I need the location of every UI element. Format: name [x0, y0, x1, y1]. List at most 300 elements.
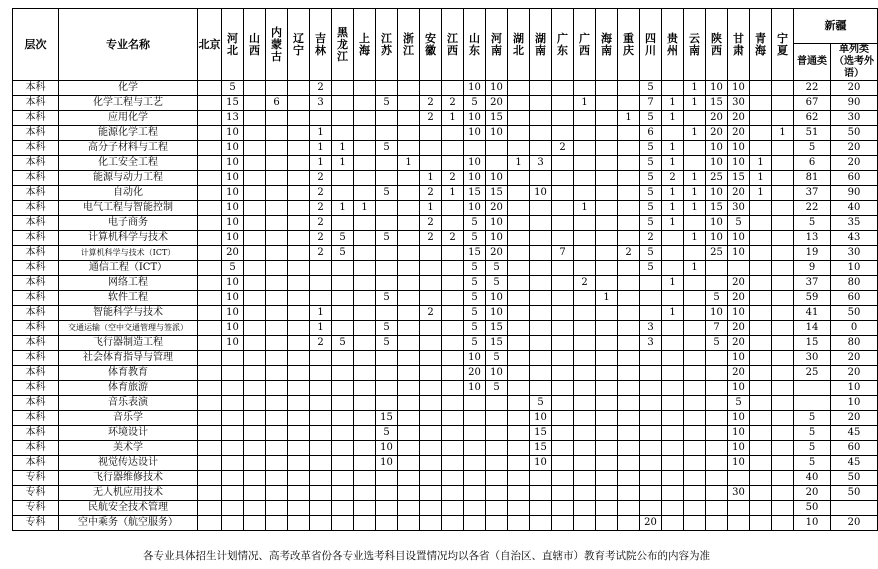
quota-cell [684, 111, 706, 126]
quota-cell [376, 486, 398, 501]
quota-cell: 10 [728, 141, 750, 156]
header-province: 广东 [552, 9, 574, 81]
quota-cell [398, 111, 420, 126]
quota-cell: 5 [464, 291, 486, 306]
quota-cell [266, 471, 288, 486]
level-cell: 本科 [13, 231, 59, 246]
quota-cell: 2 [662, 171, 684, 186]
header-province: 湖北 [508, 9, 530, 81]
quota-cell: 10 [222, 231, 244, 246]
quota-cell [640, 291, 662, 306]
quota-cell [596, 156, 618, 171]
quota-cell: 10 [728, 246, 750, 261]
quota-cell [376, 111, 398, 126]
quota-cell: 1 [684, 231, 706, 246]
quota-cell: 80 [831, 276, 878, 291]
quota-cell [464, 501, 486, 516]
quota-cell [398, 201, 420, 216]
quota-cell: 15 [706, 201, 728, 216]
quota-cell [728, 516, 750, 531]
level-cell: 本科 [13, 321, 59, 336]
quota-cell [332, 186, 354, 201]
quota-cell [376, 246, 398, 261]
quota-cell [376, 516, 398, 531]
quota-cell [198, 501, 222, 516]
quota-cell: 5 [728, 216, 750, 231]
quota-cell [464, 456, 486, 471]
quota-cell [198, 351, 222, 366]
quota-cell [574, 381, 596, 396]
quota-cell [574, 366, 596, 381]
quota-cell [640, 441, 662, 456]
quota-cell [530, 471, 552, 486]
quota-cell [442, 501, 464, 516]
quota-cell: 5 [640, 261, 662, 276]
quota-cell: 1 [442, 111, 464, 126]
quota-cell: 25 [794, 366, 831, 381]
quota-cell [398, 231, 420, 246]
quota-cell [574, 186, 596, 201]
quota-cell: 40 [794, 471, 831, 486]
quota-cell [266, 231, 288, 246]
header-province: 上海 [354, 9, 376, 81]
quota-cell [486, 516, 508, 531]
quota-cell [288, 351, 310, 366]
quota-cell [288, 321, 310, 336]
quota-cell [198, 456, 222, 471]
quota-cell: 10 [222, 306, 244, 321]
quota-cell: 2 [640, 231, 662, 246]
quota-cell [420, 246, 442, 261]
quota-cell: 5 [486, 351, 508, 366]
quota-cell: 1 [354, 201, 376, 216]
quota-cell [244, 501, 266, 516]
quota-cell: 51 [794, 126, 831, 141]
quota-cell [574, 246, 596, 261]
quota-cell: 6 [266, 96, 288, 111]
quota-cell [618, 231, 640, 246]
quota-cell: 5 [640, 246, 662, 261]
quota-cell [376, 81, 398, 96]
table-row [13, 336, 878, 351]
quota-cell [310, 471, 332, 486]
quota-cell [640, 381, 662, 396]
major-cell: 化学 [59, 81, 198, 96]
quota-cell [266, 336, 288, 351]
quota-cell [376, 126, 398, 141]
quota-cell: 2 [420, 306, 442, 321]
quota-cell [618, 441, 640, 456]
quota-cell [376, 351, 398, 366]
quota-cell [442, 291, 464, 306]
quota-cell: 5 [464, 216, 486, 231]
quota-cell [574, 456, 596, 471]
quota-cell [772, 486, 794, 501]
quota-cell: 30 [728, 201, 750, 216]
quota-cell [442, 246, 464, 261]
quota-cell: 13 [794, 231, 831, 246]
quota-cell [684, 501, 706, 516]
quota-cell: 5 [530, 396, 552, 411]
quota-cell [750, 81, 772, 96]
quota-cell [420, 501, 442, 516]
level-cell: 本科 [13, 456, 59, 471]
quota-cell: 5 [464, 306, 486, 321]
table-row [13, 456, 878, 471]
quota-cell: 2 [310, 171, 332, 186]
quota-cell [266, 516, 288, 531]
quota-cell: 20 [728, 366, 750, 381]
quota-cell: 1 [662, 96, 684, 111]
quota-cell [596, 336, 618, 351]
quota-cell [662, 516, 684, 531]
quota-cell: 1 [750, 156, 772, 171]
quota-cell: 6 [794, 156, 831, 171]
quota-cell: 1 [618, 111, 640, 126]
major-cell: 无人机应用技术 [59, 486, 198, 501]
quota-cell: 1 [662, 201, 684, 216]
quota-cell: 5 [376, 186, 398, 201]
quota-cell: 59 [794, 291, 831, 306]
quota-cell: 7 [552, 246, 574, 261]
quota-cell [772, 351, 794, 366]
quota-cell [684, 246, 706, 261]
quota-cell: 10 [831, 396, 878, 411]
quota-cell [750, 486, 772, 501]
quota-cell [354, 186, 376, 201]
quota-cell [596, 216, 618, 231]
quota-cell [618, 396, 640, 411]
quota-cell [508, 411, 530, 426]
quota-cell [596, 366, 618, 381]
quota-cell [398, 171, 420, 186]
quota-cell: 1 [574, 201, 596, 216]
quota-cell [244, 516, 266, 531]
quota-cell: 35 [831, 216, 878, 231]
quota-cell [442, 516, 464, 531]
quota-cell: 2 [420, 111, 442, 126]
quota-cell [618, 471, 640, 486]
quota-cell [640, 351, 662, 366]
quota-cell: 5 [794, 456, 831, 471]
header-province: 云南 [684, 9, 706, 81]
quota-cell [244, 141, 266, 156]
quota-cell [442, 396, 464, 411]
quota-cell [310, 426, 332, 441]
quota-cell [244, 456, 266, 471]
quota-cell [618, 381, 640, 396]
quota-cell [530, 111, 552, 126]
quota-cell: 1 [684, 96, 706, 111]
quota-cell [750, 381, 772, 396]
major-cell: 能源与动力工程 [59, 171, 198, 186]
quota-cell: 20 [728, 111, 750, 126]
quota-cell [552, 231, 574, 246]
quota-cell [198, 321, 222, 336]
quota-cell: 37 [794, 186, 831, 201]
quota-cell: 5 [222, 261, 244, 276]
quota-cell [398, 441, 420, 456]
quota-cell [464, 516, 486, 531]
quota-cell [332, 501, 354, 516]
quota-cell: 20 [728, 336, 750, 351]
quota-cell [398, 426, 420, 441]
quota-cell: 5 [376, 336, 398, 351]
quota-cell [508, 351, 530, 366]
quota-cell [442, 411, 464, 426]
quota-cell [772, 276, 794, 291]
quota-cell: 60 [831, 291, 878, 306]
quota-cell [420, 291, 442, 306]
quota-cell: 15 [464, 246, 486, 261]
quota-cell [772, 516, 794, 531]
quota-cell: 5 [640, 171, 662, 186]
quota-cell [530, 201, 552, 216]
quota-cell [332, 516, 354, 531]
quota-cell [332, 171, 354, 186]
quota-cell: 20 [222, 246, 244, 261]
quota-cell: 5 [640, 201, 662, 216]
level-cell: 本科 [13, 141, 59, 156]
quota-cell [706, 276, 728, 291]
quota-cell: 5 [222, 81, 244, 96]
quota-cell [750, 126, 772, 141]
quota-cell [552, 306, 574, 321]
quota-cell [288, 411, 310, 426]
quota-cell: 1 [574, 96, 596, 111]
quota-cell [198, 381, 222, 396]
quota-cell [684, 426, 706, 441]
header-province: 宁夏 [772, 9, 794, 81]
quota-cell: 1 [508, 156, 530, 171]
quota-cell: 1 [332, 141, 354, 156]
quota-cell: 7 [706, 321, 728, 336]
quota-cell: 15 [486, 336, 508, 351]
quota-cell [772, 306, 794, 321]
quota-cell [288, 336, 310, 351]
quota-cell: 1 [332, 156, 354, 171]
quota-cell [376, 396, 398, 411]
quota-cell [198, 261, 222, 276]
quota-cell [750, 246, 772, 261]
quota-cell [332, 471, 354, 486]
quota-cell: 5 [794, 216, 831, 231]
level-cell: 本科 [13, 426, 59, 441]
quota-cell [244, 426, 266, 441]
quota-cell: 15 [486, 111, 508, 126]
header-xinjiang-sub: 普通类 [794, 44, 831, 81]
quota-cell [684, 291, 706, 306]
quota-cell [640, 366, 662, 381]
level-cell: 本科 [13, 276, 59, 291]
quota-cell [574, 81, 596, 96]
quota-cell [420, 261, 442, 276]
quota-cell: 20 [728, 321, 750, 336]
quota-cell [398, 486, 420, 501]
major-cell: 通信工程（ICT） [59, 261, 198, 276]
quota-cell: 41 [794, 306, 831, 321]
quota-cell: 5 [706, 291, 728, 306]
quota-cell: 5 [464, 336, 486, 351]
quota-cell [266, 276, 288, 291]
quota-cell [332, 291, 354, 306]
quota-cell [618, 366, 640, 381]
quota-cell [750, 216, 772, 231]
quota-cell [354, 216, 376, 231]
quota-cell [552, 111, 574, 126]
quota-cell: 19 [794, 246, 831, 261]
quota-cell: 9 [794, 261, 831, 276]
quota-cell [596, 426, 618, 441]
quota-cell [288, 381, 310, 396]
quota-cell [530, 171, 552, 186]
quota-cell [750, 396, 772, 411]
quota-cell [530, 81, 552, 96]
table-row [13, 111, 878, 126]
quota-cell: 2 [420, 231, 442, 246]
quota-cell: 10 [728, 411, 750, 426]
quota-cell: 2 [310, 201, 332, 216]
quota-cell [596, 516, 618, 531]
quota-cell [420, 336, 442, 351]
quota-cell: 10 [486, 81, 508, 96]
quota-cell: 10 [706, 186, 728, 201]
quota-cell: 5 [464, 96, 486, 111]
quota-cell [266, 126, 288, 141]
quota-cell [354, 111, 376, 126]
quota-cell [596, 276, 618, 291]
quota-cell [684, 441, 706, 456]
quota-cell [574, 126, 596, 141]
quota-cell [618, 186, 640, 201]
quota-cell [662, 351, 684, 366]
quota-cell [552, 351, 574, 366]
quota-cell [508, 216, 530, 231]
quota-cell [750, 201, 772, 216]
quota-cell: 1 [684, 186, 706, 201]
table-row [13, 396, 878, 411]
quota-cell [266, 201, 288, 216]
quota-cell [772, 366, 794, 381]
level-cell: 本科 [13, 81, 59, 96]
quota-cell [332, 351, 354, 366]
major-cell: 飞行器制造工程 [59, 336, 198, 351]
quota-cell: 5 [640, 141, 662, 156]
quota-cell [508, 516, 530, 531]
quota-cell [552, 426, 574, 441]
quota-cell: 2 [420, 96, 442, 111]
quota-cell [222, 456, 244, 471]
quota-cell [552, 411, 574, 426]
quota-cell: 10 [728, 381, 750, 396]
quota-cell [288, 471, 310, 486]
quota-cell: 25 [706, 171, 728, 186]
quota-cell: 3 [530, 156, 552, 171]
level-cell: 本科 [13, 411, 59, 426]
quota-cell [398, 516, 420, 531]
quota-cell: 5 [794, 441, 831, 456]
major-cell: 环境设计 [59, 426, 198, 441]
quota-cell: 5 [376, 291, 398, 306]
enrollment-plan-table [12, 8, 878, 531]
quota-cell [288, 291, 310, 306]
quota-cell [552, 186, 574, 201]
quota-cell: 22 [794, 81, 831, 96]
quota-cell: 5 [706, 336, 728, 351]
header-province: 北京 [198, 9, 222, 81]
quota-cell [244, 411, 266, 426]
quota-cell [772, 96, 794, 111]
quota-cell: 5 [332, 336, 354, 351]
quota-cell [618, 276, 640, 291]
quota-cell: 20 [706, 111, 728, 126]
quota-cell [442, 471, 464, 486]
quota-cell: 15 [728, 171, 750, 186]
quota-cell [310, 111, 332, 126]
quota-cell: 10 [222, 276, 244, 291]
quota-cell [596, 411, 618, 426]
major-cell: 网络工程 [59, 276, 198, 291]
quota-cell [354, 306, 376, 321]
quota-cell [288, 501, 310, 516]
major-cell: 空中乘务（航空服务） [59, 516, 198, 531]
quota-cell: 60 [831, 441, 878, 456]
quota-cell [530, 486, 552, 501]
quota-cell [750, 336, 772, 351]
quota-cell [596, 441, 618, 456]
quota-cell [596, 306, 618, 321]
quota-cell [486, 426, 508, 441]
quota-cell [198, 486, 222, 501]
quota-cell: 5 [464, 276, 486, 291]
quota-cell [662, 471, 684, 486]
quota-cell [310, 261, 332, 276]
level-cell: 本科 [13, 126, 59, 141]
table-row [13, 261, 878, 276]
quota-cell [750, 516, 772, 531]
quota-cell [310, 396, 332, 411]
level-cell: 本科 [13, 171, 59, 186]
quota-cell [398, 336, 420, 351]
quota-cell [552, 156, 574, 171]
quota-cell [772, 171, 794, 186]
quota-cell [332, 276, 354, 291]
quota-cell [772, 426, 794, 441]
quota-cell [244, 216, 266, 231]
quota-cell [552, 366, 574, 381]
quota-cell [464, 486, 486, 501]
quota-cell: 37 [794, 276, 831, 291]
quota-cell [772, 396, 794, 411]
quota-cell [574, 471, 596, 486]
major-cell: 音乐表演 [59, 396, 198, 411]
quota-cell: 10 [376, 456, 398, 471]
quota-cell [574, 171, 596, 186]
quota-cell [222, 471, 244, 486]
quota-cell [354, 351, 376, 366]
quota-cell [332, 426, 354, 441]
quota-cell [332, 216, 354, 231]
table-row [13, 381, 878, 396]
header-province: 辽宁 [288, 9, 310, 81]
quota-cell [772, 141, 794, 156]
quota-cell [508, 396, 530, 411]
quota-cell [244, 246, 266, 261]
quota-cell: 10 [464, 81, 486, 96]
quota-cell [244, 126, 266, 141]
quota-cell: 20 [640, 516, 662, 531]
quota-cell [288, 516, 310, 531]
